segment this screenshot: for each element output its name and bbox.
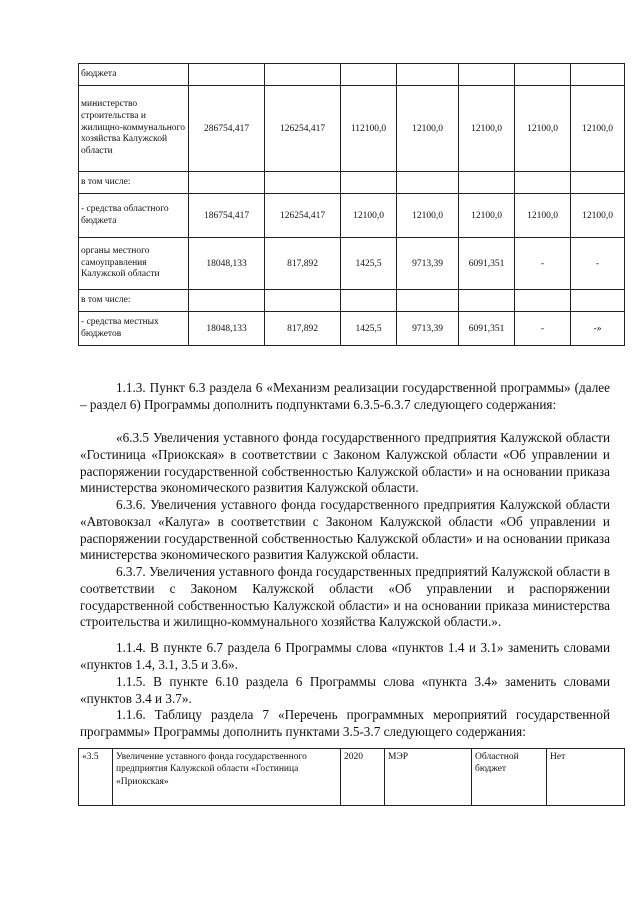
- row-label: органы местного самоуправления Калужской области: [79, 238, 189, 290]
- table-cell: 12100,0: [515, 86, 571, 172]
- row-label: министерство строительства и жилищно-коммунального хозяйства Калужской области: [79, 86, 189, 172]
- table-cell: [265, 64, 341, 86]
- table-cell: -»: [571, 312, 625, 346]
- table-cell: 817,892: [265, 238, 341, 290]
- paragraph-6-3-6: 6.3.6. Увеличения уставного фонда государственного предприятия Калужской области «Автовокзал «Калуга» в соответствии с Законом Калужской области «Об управлении и распоряжении государственной собственностью Калужской области» и на основании приказа министерства экономического развития Калужской области.: [80, 497, 610, 563]
- table-row: [79, 238, 625, 290]
- table-cell: 186754,417: [189, 194, 265, 238]
- table-row: [79, 749, 625, 806]
- table-cell: 126254,417: [265, 86, 341, 172]
- program-item-executor: МЭР: [385, 749, 472, 806]
- table-cell: [515, 172, 571, 194]
- table-cell: [459, 172, 515, 194]
- paragraph-6-3-5: «6.3.5 Увеличения уставного фонда государственного предприятия Калужской области «Гостиница «Приокская» в соответствии с Законом Калужской области «Об управлении и распоряжении государственной собственностью Калужской области» и на основании приказа министерства экономического развития Калужской области.: [80, 430, 610, 496]
- table-cell: 9713,39: [397, 238, 459, 290]
- table-cell: [571, 290, 625, 312]
- program-item-year: 2020: [341, 749, 385, 806]
- table-cell: [189, 64, 265, 86]
- program-item-number: «3.5: [79, 749, 113, 806]
- table-cell: [397, 64, 459, 86]
- table-cell: 12100,0: [459, 86, 515, 172]
- table-cell: 12100,0: [571, 86, 625, 172]
- table-cell: 9713,39: [397, 312, 459, 346]
- table-cell: 12100,0: [397, 86, 459, 172]
- paragraph-1-1-6: 1.1.6. Таблицу раздела 7 «Перечень программных мероприятий государственной программы» Программы дополнить пунктами 3.5-3.7 следующего содержания:: [80, 707, 610, 739]
- table-cell: 126254,417: [265, 194, 341, 238]
- table-cell: [571, 172, 625, 194]
- table-row: [79, 64, 625, 86]
- table-cell: [265, 290, 341, 312]
- table-cell: -: [515, 238, 571, 290]
- table-cell: [397, 290, 459, 312]
- table-cell: 1425,5: [341, 312, 397, 346]
- row-label: - средства областного бюджета: [79, 194, 189, 238]
- table-cell: 12100,0: [571, 194, 625, 238]
- table-cell: [515, 64, 571, 86]
- table-cell: 6091,351: [459, 312, 515, 346]
- table-cell: 112100,0: [341, 86, 397, 172]
- table-cell: [189, 172, 265, 194]
- table-cell: 18048,133: [189, 312, 265, 346]
- table-cell: -: [515, 312, 571, 346]
- table-cell: 12100,0: [397, 194, 459, 238]
- table-row: [79, 194, 625, 238]
- table-cell: [341, 172, 397, 194]
- table-cell: 12100,0: [459, 194, 515, 238]
- table-row: [79, 172, 625, 194]
- table-cell: 12100,0: [515, 194, 571, 238]
- budget-table: [78, 63, 625, 346]
- table-row: [79, 312, 625, 346]
- table-cell: [397, 172, 459, 194]
- paragraph-1-1-5: 1.1.5. В пункте 6.10 раздела 6 Программы слова «пункта 3.4» заменить словами «пунктов 3.4 и 3.7».: [80, 674, 610, 706]
- table-cell: [459, 64, 515, 86]
- table-cell: [459, 290, 515, 312]
- table-cell: 18048,133: [189, 238, 265, 290]
- table-cell: [341, 290, 397, 312]
- row-label: бюджета: [79, 64, 189, 86]
- program-table: [78, 748, 625, 806]
- table-cell: [515, 290, 571, 312]
- paragraph-1-1-3: 1.1.3. Пункт 6.3 раздела 6 «Механизм реализации государственной программы» (далее – раздел 6) Программы дополнить подпунктами 6.3.5-6.3.7 следующего содержания:: [80, 380, 610, 412]
- table-cell: -: [571, 238, 625, 290]
- table-cell: [265, 172, 341, 194]
- table-row: [79, 86, 625, 172]
- program-item-amount: Нет: [547, 749, 625, 806]
- row-label: в том числе:: [79, 290, 189, 312]
- table-cell: 817,892: [265, 312, 341, 346]
- program-item-name: Увеличение уставного фонда государственного предприятия Калужской области «Гостиница «Приокская»: [113, 749, 341, 806]
- table-cell: 6091,351: [459, 238, 515, 290]
- table-cell: [571, 64, 625, 86]
- table-cell: [189, 290, 265, 312]
- table-cell: [341, 64, 397, 86]
- row-label: в том числе:: [79, 172, 189, 194]
- paragraph-6-3-7: 6.3.7. Увеличения уставного фонда государственных предприятий Калужской области в соответствии с Законом Калужской области «Об управлении и распоряжении государственной собственностью Калужской области» и на основании приказа министерства строительства и жилищно-коммунального хозяйства Калужской области.».: [80, 564, 610, 630]
- table-row: [79, 290, 625, 312]
- table-cell: 12100,0: [341, 194, 397, 238]
- table-cell: 286754,417: [189, 86, 265, 172]
- program-item-source: Областной бюджет: [472, 749, 547, 806]
- paragraph-1-1-4: 1.1.4. В пункте 6.7 раздела 6 Программы слова «пунктов 1.4 и 3.1» заменить словами «пунктов 1.4, 3.1, 3.5 и 3.6».: [80, 640, 610, 672]
- row-label: - средства местных бюджетов: [79, 312, 189, 346]
- table-cell: 1425,5: [341, 238, 397, 290]
